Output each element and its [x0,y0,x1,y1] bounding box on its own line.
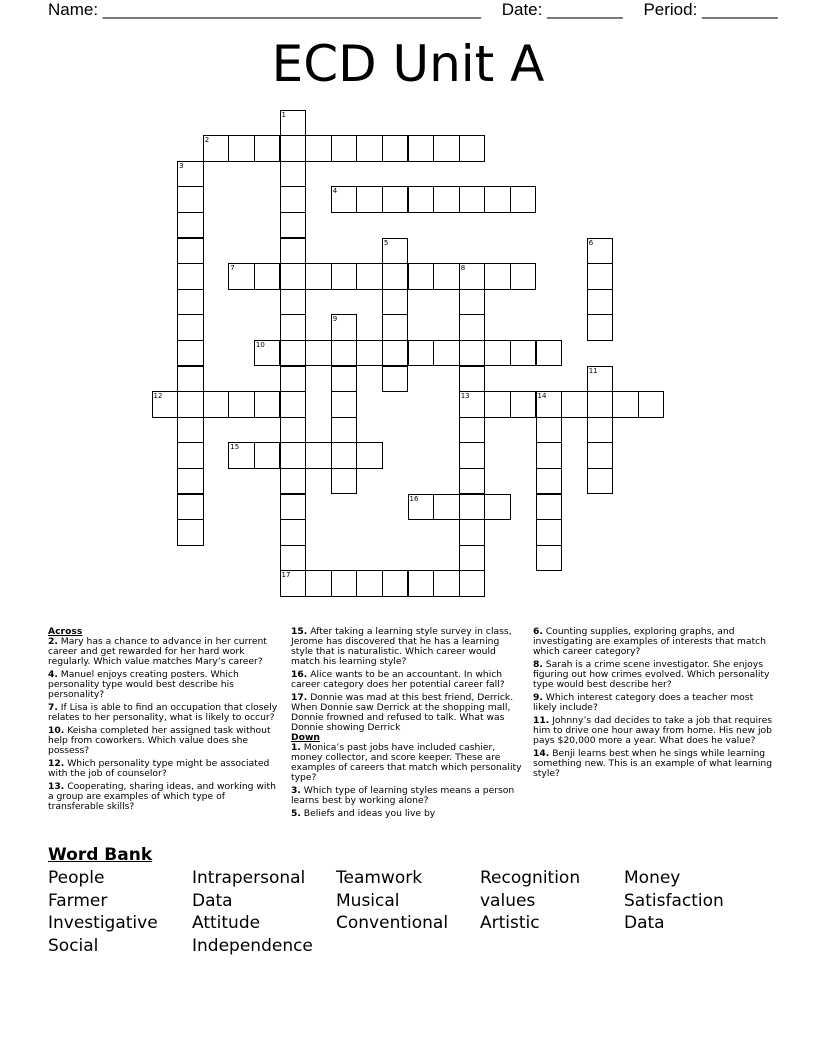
crossword-cell[interactable] [305,442,332,469]
crossword-cell[interactable] [459,340,486,367]
crossword-cell[interactable] [459,545,486,572]
word-bank-word: Satisfaction [624,890,724,911]
crossword-cell[interactable] [459,366,486,393]
crossword-cell[interactable] [280,366,307,393]
clue-number: 10 [255,340,265,349]
crossword-cell[interactable] [177,314,204,341]
across-heading: Across [48,626,83,637]
crossword-cell[interactable] [305,135,332,162]
crossword-cell[interactable] [280,570,307,597]
word-bank-word: Data [624,913,665,933]
crossword-cell[interactable] [561,391,588,418]
crossword-cell[interactable] [356,135,383,162]
crossword-cell[interactable] [280,212,307,239]
down-heading: Down [291,732,320,743]
clue-down-3: 3. Which type of learning styles means a person learns best by working alone? [291,785,515,806]
clues-column-1 [48,627,278,815]
crossword-cell[interactable] [331,391,358,418]
clue-down-1: 1. Monica’s past jobs have included cashier, money collector, and score keeper. These are examples of careers that match which personality type? [291,742,522,783]
crossword-cell[interactable] [484,263,511,290]
crossword-cell[interactable] [459,391,486,418]
crossword-cell[interactable] [382,186,409,213]
crossword-cell[interactable] [459,135,486,162]
crossword-cell[interactable] [536,519,563,546]
crossword-cell[interactable] [536,468,563,495]
crossword-cell[interactable] [228,391,255,418]
crossword-cell[interactable] [331,417,358,444]
crossword-cell[interactable] [177,340,204,367]
word-bank-word: Recognition [480,868,581,888]
crossword-cell[interactable] [177,417,204,444]
crossword-cell[interactable] [280,417,307,444]
word-bank-word: Artistic [480,913,540,933]
crossword-cell[interactable] [510,340,537,367]
crossword-cell[interactable] [331,314,358,341]
clue-across-13: 13. Cooperating, sharing ideas, and working with a group are examples of which type of transferable skills? [48,781,276,812]
crossword-cell[interactable] [510,186,537,213]
crossword-cell[interactable] [331,366,358,393]
word-bank-word: Musical [336,890,400,911]
crossword-cell[interactable] [254,135,281,162]
word-bank-word: Attitude [192,913,261,933]
crossword-cell[interactable] [484,494,511,521]
clue-down-6: 6. Counting supplies, exploring graphs, and investigating are examples of interests that match which career category? [533,626,766,657]
crossword-cell[interactable] [408,186,435,213]
clue-across-17: 17. Donnie was mad at this best friend, Derrick. When Donnie saw Derrick at the shopping mall, Donnie frowned and refused to talk. What was Donnie showing Derrick [291,692,514,733]
crossword-cell[interactable] [459,494,486,521]
crossword-cell[interactable] [484,340,511,367]
word-bank-word: Independence [192,935,313,956]
crossword-cell[interactable] [536,442,563,469]
crossword-cell[interactable] [177,391,204,418]
word-bank-word: Social [48,935,99,956]
crossword-cell[interactable] [433,494,460,521]
crossword-cell[interactable] [536,417,563,444]
word-bank-word: Investigative [48,913,158,933]
clue-number: 14 [537,392,547,401]
crossword-cell[interactable] [280,110,307,137]
crossword-cell[interactable] [356,570,383,597]
clue-number: 13 [460,392,470,401]
crossword-cell[interactable] [587,289,614,316]
crossword-cell[interactable] [280,186,307,213]
clue-number: 6 [588,238,594,247]
word-bank-word: Farmer [48,890,108,911]
crossword-cell[interactable] [331,186,358,213]
crossword-cell[interactable] [459,442,486,469]
crossword-cell[interactable] [382,314,409,341]
crossword-cell[interactable] [536,340,563,367]
clue-down-9: 9. Which interest category does a teacher most likely include? [533,692,754,713]
crossword-cell[interactable] [280,468,307,495]
crossword-cell[interactable] [152,391,179,418]
crossword-cell[interactable] [484,186,511,213]
clue-number: 9 [332,315,338,324]
crossword-cell[interactable] [459,417,486,444]
clue-across-16: 16. Alice wants to be an accountant. In which career category does her potential career fall? [291,669,505,690]
clue-number: 5 [383,238,389,247]
clue-down-11: 11. Johnny’s dad decides to take a job that requires him to drive one hour away from home. His new job pays $20,000 more a year. What does he value? [533,715,773,746]
crossword-cell[interactable] [408,135,435,162]
crossword-cell[interactable] [177,494,204,521]
crossword-cell[interactable] [305,570,332,597]
crossword-cell[interactable] [280,263,307,290]
clue-across-7: 7. If Lisa is able to find an occupation that closely relates to her personality, what is likely to occur? [48,702,278,723]
clue-number: 7 [230,264,235,273]
crossword-cell[interactable] [177,212,204,239]
crossword-cell[interactable] [510,263,537,290]
crossword-cell[interactable] [433,570,460,597]
word-bank-word: Teamwork [336,868,423,888]
crossword-cell[interactable] [177,366,204,393]
clues-column-3 [533,627,773,782]
word-bank-column-4 [480,867,580,935]
word-bank-title: Word Bank [48,845,153,865]
crossword-cell[interactable] [587,238,614,265]
crossword-cell[interactable] [587,468,614,495]
clues-column-2 [291,627,523,822]
clue-across-4: 4. Manuel enjoys creating posters. Which personality type would best describe his personality? [48,669,239,700]
crossword-cell[interactable] [177,186,204,213]
crossword-cell[interactable] [280,289,307,316]
crossword-cell[interactable] [587,442,614,469]
crossword-cell[interactable] [228,263,255,290]
crossword-cell[interactable] [587,263,614,290]
crossword-cell[interactable] [254,263,281,290]
crossword-cell[interactable] [536,391,563,418]
crossword-cell[interactable] [280,314,307,341]
crossword-cell[interactable] [280,340,307,367]
crossword-cell[interactable] [459,186,486,213]
name-field[interactable]: Name: ________________________________________ [48,0,481,19]
word-bank-column-5 [624,867,724,935]
crossword-cell[interactable] [382,289,409,316]
word-bank-word: Intrapersonal [192,868,306,888]
crossword-cell[interactable] [305,263,332,290]
crossword-cell[interactable] [177,263,204,290]
clue-across-12: 12. Which personality type might be associated with the job of counselor? [48,758,270,779]
word-bank-word: values [480,890,536,911]
crossword-cell[interactable] [356,340,383,367]
word-bank-word: Data [192,890,233,911]
crossword-cell[interactable] [177,519,204,546]
crossword-cell[interactable] [356,263,383,290]
crossword-cell[interactable] [382,340,409,367]
crossword-cell[interactable] [587,417,614,444]
crossword-cell[interactable] [203,391,230,418]
clue-down-14: 14. Benji learns best when he sings while learning something new. This is an example of what learning style? [533,748,773,779]
crossword-cell[interactable] [587,314,614,341]
crossword-cell[interactable] [280,545,307,572]
crossword-cell[interactable] [254,442,281,469]
crossword-cell[interactable] [280,238,307,265]
crossword-cell[interactable] [254,340,281,367]
crossword-cell[interactable] [587,391,614,418]
crossword-cell[interactable] [638,391,665,418]
word-bank-column-1 [48,867,158,957]
crossword-cell[interactable] [203,135,230,162]
clue-across-10: 10. Keisha completed her assigned task without help from coworkers. Which value does she possess? [48,725,271,756]
clue-number: 12 [153,392,163,401]
crossword-cell[interactable] [177,289,204,316]
crossword-cell[interactable] [382,366,409,393]
crossword-cell[interactable] [408,570,435,597]
clue-down-5: 5. Beliefs and ideas you live by [291,808,436,819]
crossword-cell[interactable] [433,340,460,367]
clue-down-8: 8. Sarah is a crime scene investigator. She enjoys figuring out how crimes evolved. Which personality type would best describe her? [533,659,770,690]
clue-number: 1 [281,110,286,119]
crossword-cell[interactable] [587,366,614,393]
crossword-cell[interactable] [382,263,409,290]
crossword-cell[interactable] [459,519,486,546]
crossword-cell[interactable] [382,238,409,265]
clue-number: 17 [281,571,291,580]
word-bank-word: People [48,868,105,888]
period-field[interactable]: Period: ________ [643,0,778,19]
crossword-cell[interactable] [510,391,537,418]
crossword-cell[interactable] [356,186,383,213]
crossword-cell[interactable] [280,494,307,521]
page-title: ECD Unit A [271,35,545,93]
crossword-cell[interactable] [433,263,460,290]
crossword-cell[interactable] [177,442,204,469]
crossword-cell[interactable] [459,263,486,290]
crossword-cell[interactable] [177,161,204,188]
crossword-cell[interactable] [408,340,435,367]
crossword-cell[interactable] [331,468,358,495]
clue-across-15: 15. After taking a learning style survey in class, Jerome has discovered that he has a learning style that is naturalistic. Which career would match his learning style? [291,626,512,667]
clue-number: 3 [179,161,184,170]
crossword-cell[interactable] [331,570,358,597]
word-bank-column-3 [336,867,448,935]
crossword-cell[interactable] [356,442,383,469]
crossword-cell[interactable] [280,519,307,546]
crossword-cell[interactable] [459,314,486,341]
crossword-cell[interactable] [331,263,358,290]
crossword-cell[interactable] [280,442,307,469]
word-bank-word: Money [624,868,681,888]
crossword-cell[interactable] [331,442,358,469]
crossword-cell[interactable] [228,135,255,162]
word-bank-word: Conventional [336,913,449,933]
crossword-cell[interactable] [433,135,460,162]
crossword-cell[interactable] [382,135,409,162]
crossword-cell[interactable] [408,263,435,290]
crossword-cell[interactable] [459,468,486,495]
clue-number: 4 [332,187,338,196]
crossword-cell[interactable] [280,135,307,162]
clue-number: 11 [588,366,598,375]
clue-number: 2 [204,136,210,145]
crossword-cell[interactable] [280,391,307,418]
crossword-cell[interactable] [536,545,563,572]
crossword-cell[interactable] [612,391,639,418]
crossword-cell[interactable] [382,570,409,597]
clue-number: 8 [460,264,466,273]
crossword-cell[interactable] [331,135,358,162]
crossword-cell[interactable] [433,186,460,213]
crossword-cell[interactable] [536,494,563,521]
crossword-cell[interactable] [484,391,511,418]
crossword-cell[interactable] [459,570,486,597]
crossword-cell[interactable] [305,340,332,367]
date-field[interactable]: Date: ________ [501,0,623,19]
crossword-cell[interactable] [331,340,358,367]
crossword-cell[interactable] [177,238,204,265]
word-bank-column-2 [192,867,313,957]
crossword-cell[interactable] [280,161,307,188]
crossword-cell[interactable] [459,289,486,316]
clue-number: 16 [409,494,419,503]
clue-number: 15 [230,443,240,452]
crossword-cell[interactable] [177,468,204,495]
clue-across-2: 2. Mary has a chance to advance in her current career and get rewarded for her hard work regularly. Which value matches Mary’s career? [48,636,267,667]
crossword-cell[interactable] [254,391,281,418]
crossword-cell[interactable] [408,494,435,521]
crossword-cell[interactable] [228,442,255,469]
